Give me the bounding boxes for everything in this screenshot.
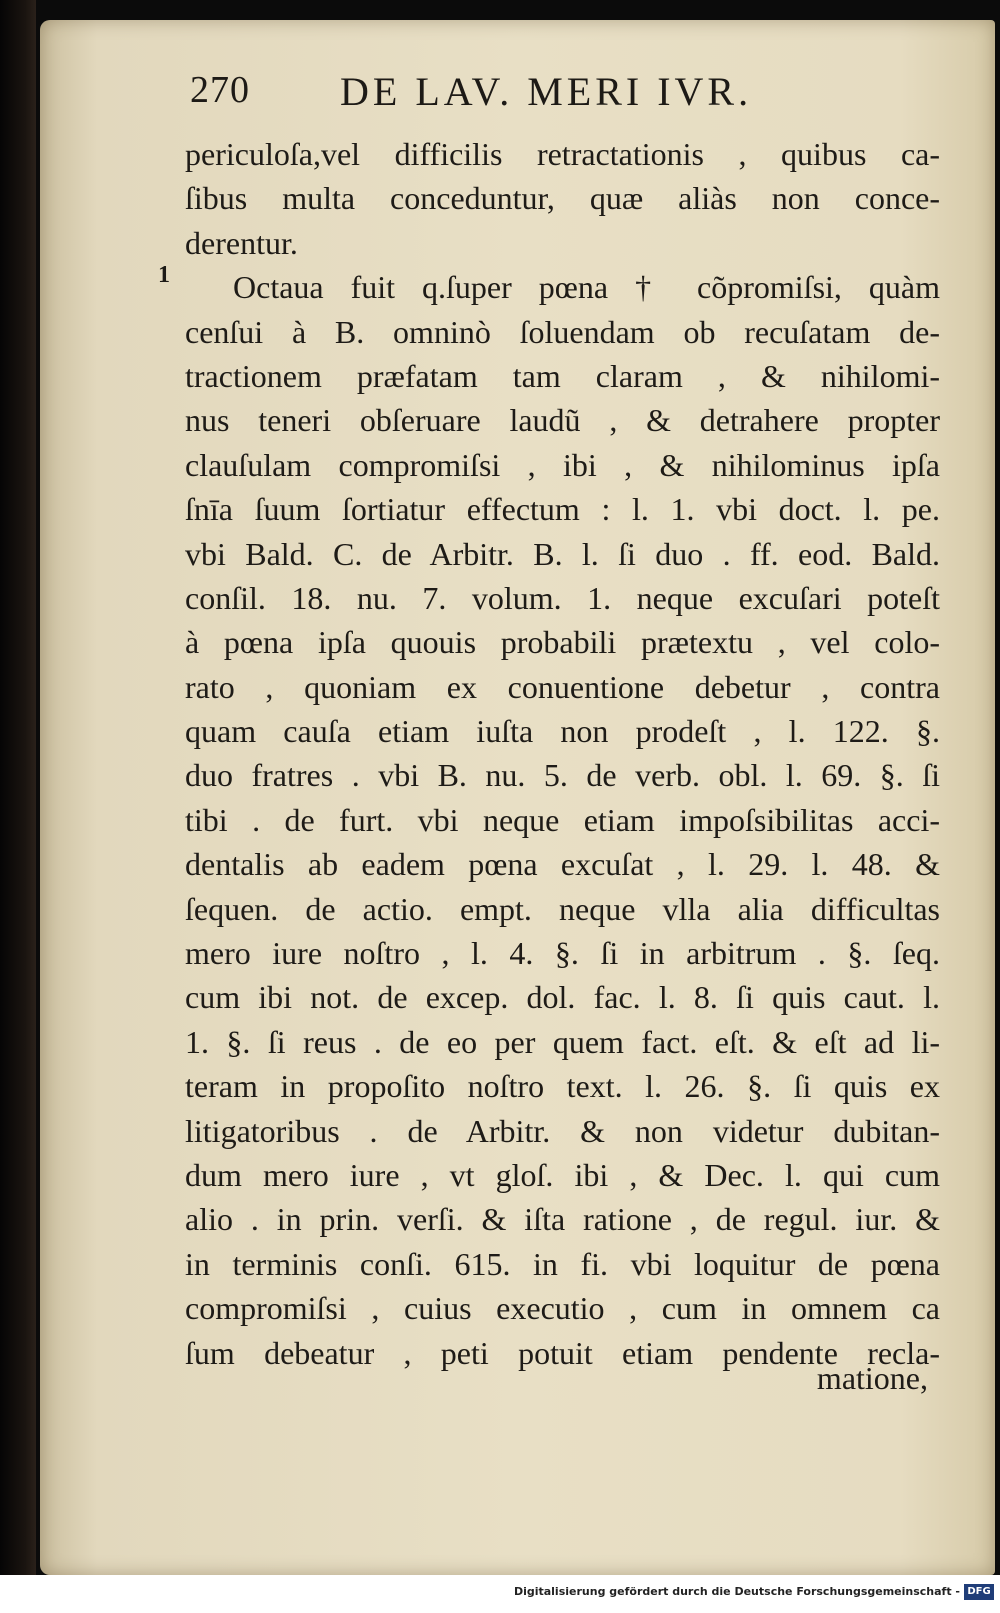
book-edge — [0, 0, 36, 1575]
text-line: vbi Bald. C. de Arbitr. B. l. ſi duo . ff. eod. Bald. — [185, 535, 940, 572]
page-header — [190, 68, 870, 118]
text-line: teram in propoſito noſtro text. l. 26. §. ſi quis ex — [185, 1068, 940, 1105]
text-line: Octaua fuit q.ſuper pœna † cõpromiſsi, quàm — [233, 269, 940, 306]
text-line: quam cauſa etiam iuſta non prodeſt , l. 122. §. — [185, 713, 940, 750]
text-line: in terminis conſi. 615. in fi. vbi loquitur de pœna — [185, 1245, 940, 1282]
text-line: ſibus multa conceduntur, quæ aliàs non conce- — [185, 180, 940, 217]
text-line: litigatoribus . de Arbitr. & non videtur dubitan- — [185, 1112, 940, 1149]
text-line: dum mero iure , vt gloſ. ibi , & Dec. l. qui cum — [185, 1156, 940, 1193]
text-line: ſnīa ſuum ſortiatur effectum : l. 1. vbi doct. l. pe. — [185, 491, 940, 528]
text-line: duo fratres . vbi B. nu. 5. de verb. obl. l. 69. §. ſi — [185, 757, 940, 794]
text-line: conſil. 18. nu. 7. volum. 1. neque excuſari poteſt — [185, 579, 940, 616]
text-line: dentalis ab eadem pœna excuſat , l. 29. l. 48. & — [185, 846, 940, 883]
text-line: à pœna ipſa quouis probabili prætextu , vel colo- — [185, 624, 940, 661]
text-line: mero iure noſtro , l. 4. §. ſi in arbitrum . §. ſeq. — [185, 935, 940, 972]
text-line: cenſui à B. omninò ſoluendam ob recuſatam de- — [185, 313, 940, 350]
text-line: clauſulam compromiſsi , ibi , & nihilominus ipſa — [185, 446, 940, 483]
margin-note-marker: 1 — [158, 262, 170, 288]
page-number: 270 — [190, 69, 250, 111]
text-line: compromiſsi , cuius executio , cum in omnem ca — [185, 1290, 940, 1327]
text-line: alio . in prin. verſi. & iſta ratione , de regul. iur. & — [185, 1201, 940, 1238]
catchword: matione, — [816, 1360, 928, 1396]
body-text — [185, 132, 940, 1375]
text-line: tibi . de furt. vbi neque etiam impoſsibilitas acci- — [185, 801, 940, 838]
text-line: ſum debeatur , peti potuit etiam pendente recla- — [185, 1334, 940, 1371]
text-line: tractionem præfatam tam claram , & nihilomi- — [185, 357, 940, 394]
text-line: cum ibi not. de excep. dol. fac. l. 8. ſi quis caut. l. — [185, 979, 940, 1016]
dfg-logo-icon: DFG — [964, 1584, 994, 1600]
text-line: ſequen. de actio. empt. neque vlla alia difficultas — [185, 890, 940, 927]
text-line: rato , quoniam ex conuentione debetur , contra — [185, 668, 940, 705]
footer-credit: Digitalisierung gefördert durch die Deutsche Forschungsgemeinschaft - — [513, 1585, 960, 1598]
footer-bar — [0, 1575, 1000, 1613]
text-line: 1. §. ſi reus . de eo per quem fact. eſt. & eſt ad li- — [185, 1023, 940, 1060]
text-line: nus teneri obſeruare laudũ , & detrahere propter — [185, 402, 940, 439]
text-line: periculoſa,vel difficilis retractationis , quibus ca- — [185, 136, 940, 172]
text-line: derentur. — [185, 224, 298, 261]
running-head: DE LAV. MERI IVR. — [340, 69, 753, 114]
